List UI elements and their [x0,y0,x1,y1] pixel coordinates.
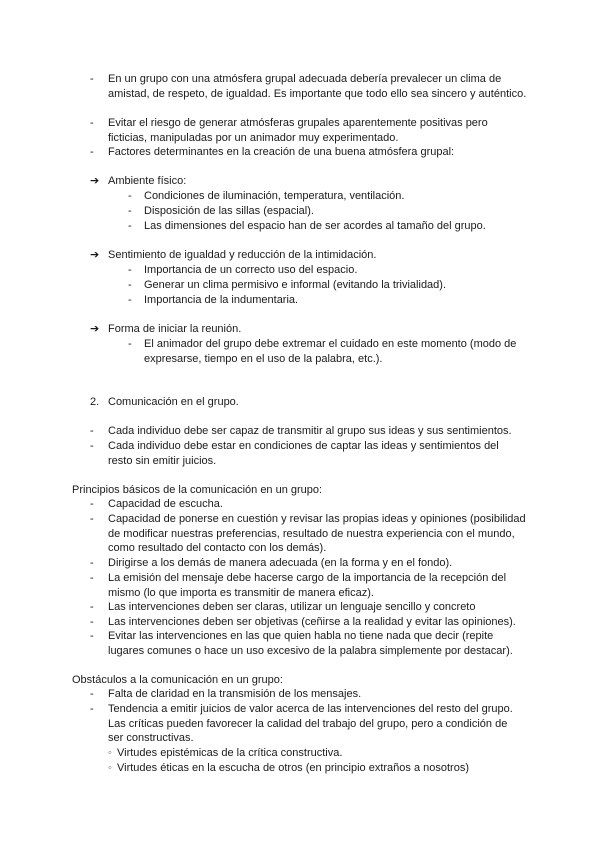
principle-3-text: Dirigirse a los demás de manera adecuada (en la forma y en el fondo). [108,557,453,569]
dash-marker: - [90,601,94,613]
factor-2-item-3-text: Importancia de la indumentaria. [144,294,299,306]
dash-marker: - [90,73,94,85]
arrow-marker: ➔ [90,249,100,261]
section-2-item-1 [90,424,530,439]
section-2-heading [90,395,530,410]
dash-marker: - [90,688,94,700]
arrow-marker: ➔ [90,175,100,187]
factor-3-item-1 [128,337,526,366]
dash-marker: - [90,440,94,452]
dash-marker: - [90,513,94,525]
factor-1-item-3-text: Las dimensiones del espacio han de ser acordes al tamaño del grupo. [144,220,486,232]
obstacle-subitem-1 [108,746,528,761]
factor-1-item-2-text: Disposición de las sillas (espacial). [144,205,314,217]
obstacle-2 [90,702,522,746]
intro-text-2: Evitar el riesgo de generar atmósferas grupales aparentemente positivas pero ficticias, manipuladas por un animador muy experimentado. [108,117,488,144]
dash-marker: - [90,425,94,437]
intro-bullet-3 [90,145,530,160]
section-2-item-1-text: Cada individuo debe ser capaz de transmitir al grupo sus ideas y sus sentimientos. [108,425,512,437]
principle-3 [90,556,530,571]
factor-3-title: Forma de iniciar la reunión. [108,323,242,335]
factor-2-title: Sentimiento de igualdad y reducción de la intimidación. [108,249,377,261]
factor-3-heading [90,322,530,337]
principles-heading: Principios básicos de la comunicación en un grupo: [72,484,323,496]
principle-4-text: La emisión del mensaje debe hacerse cargo de la importancia de la recepción del mismo (lo que importa es transmitir de manera eficaz). [108,572,507,599]
factor-1-heading [90,174,530,189]
obstacle-subitem-1-text: Virtudes epistémicas de la crítica constructiva. [117,747,343,759]
section-2-item-2 [90,439,515,468]
factor-2-heading [90,248,530,263]
principle-7-text: Evitar las intervenciones en las que quien habla no tiene nada que decir (repite lugares comunes o hace un uso excesivo de la palabra simplemente por destacar). [108,630,513,657]
dash-marker: - [90,616,94,628]
obstacle-1-text: Falta de claridad en la transmisión de los mensajes. [108,688,362,700]
section-2-item-2-text: Cada individuo debe estar en condiciones de captar las ideas y sentimientos del resto sin emitir juicios. [108,440,499,467]
intro-bullet-2 [90,116,510,145]
circle-marker: ◦ [108,762,112,774]
dash-marker: - [90,703,94,715]
principle-7 [90,629,526,658]
factor-2-item-1-text: Importancia de un correcto uso del espacio. [144,264,358,276]
intro-text-1: En un grupo con una atmósfera grupal adecuada debería prevalecer un clima de amistad, de respeto, de igualdad. Es importante que todo ello sea sincero y auténtico. [108,73,527,100]
principle-2-text: Capacidad de ponerse en cuestión y revisar las propias ideas y opiniones (posibilidad de modificar nuestras preferencias, resultado de nuestra experiencia con el mundo, como resultado del contacto con los demás). [108,513,526,555]
factor-2-item-1 [128,263,528,278]
factor-2-item-2 [128,278,528,293]
circle-marker: ◦ [108,747,112,759]
principle-1-text: Capacidad de escucha. [108,498,223,510]
dash-marker: - [90,146,94,158]
obstacle-subitem-2-text: Virtudes éticas en la escucha de otros (en principio extraños a nosotros) [117,762,469,774]
dash-marker: - [90,557,94,569]
factor-1-item-1 [128,189,528,204]
principle-5 [90,600,530,615]
factor-2-item-3 [128,293,528,308]
dash-marker: - [128,264,132,276]
obstacle-2-text: Tendencia a emitir juicios de valor acerca de las intervenciones del resto del grupo. Las críticas pueden favorecer la calidad del trabajo del grupo, pero a condición de ser constructivas. [108,703,513,745]
principle-6 [90,615,530,630]
dash-marker: - [90,572,94,584]
intro-text-3: Factores determinantes en la creación de una buena atmósfera grupal: [108,146,455,158]
dash-marker: - [128,294,132,306]
principle-6-text: Las intervenciones deben ser objetivas (ceñirse a la realidad y evitar las opiniones). [108,616,516,628]
principle-1 [90,497,530,512]
factor-1-item-3 [128,219,528,234]
obstacles-heading: Obstáculos a la comunicación en un grupo: [72,674,283,686]
factor-3-item-1-text: El animador del grupo debe extremar el cuidado en este momento (modo de expresarse, tiempo en el uso de la palabra, etc.). [144,338,517,365]
obstacle-subitem-2 [108,761,528,776]
principle-5-text: Las intervenciones deben ser claras, utilizar un lenguaje sencillo y concreto [108,601,476,613]
dash-marker: - [90,630,94,642]
factor-2-item-2-text: Generar un clima permisivo e informal (evitando la trivialidad). [144,279,447,291]
dash-marker: - [128,279,132,291]
dash-marker: - [128,220,132,232]
dash-marker: - [128,205,132,217]
factor-1-item-2 [128,204,528,219]
section-2-title: Comunicación en el grupo. [108,396,239,408]
dash-marker: - [90,498,94,510]
dash-marker: - [128,190,132,202]
arrow-marker: ➔ [90,323,100,335]
obstacle-1 [90,687,530,702]
factor-1-item-1-text: Condiciones de iluminación, temperatura, ventilación. [144,190,405,202]
section-2-number: 2. [90,396,100,408]
principle-4 [90,571,528,600]
dash-marker: - [90,117,94,129]
dash-marker: - [128,338,132,350]
principle-2 [90,512,530,556]
intro-bullet-1 [90,72,530,101]
factor-1-title: Ambiente físico: [108,175,187,187]
